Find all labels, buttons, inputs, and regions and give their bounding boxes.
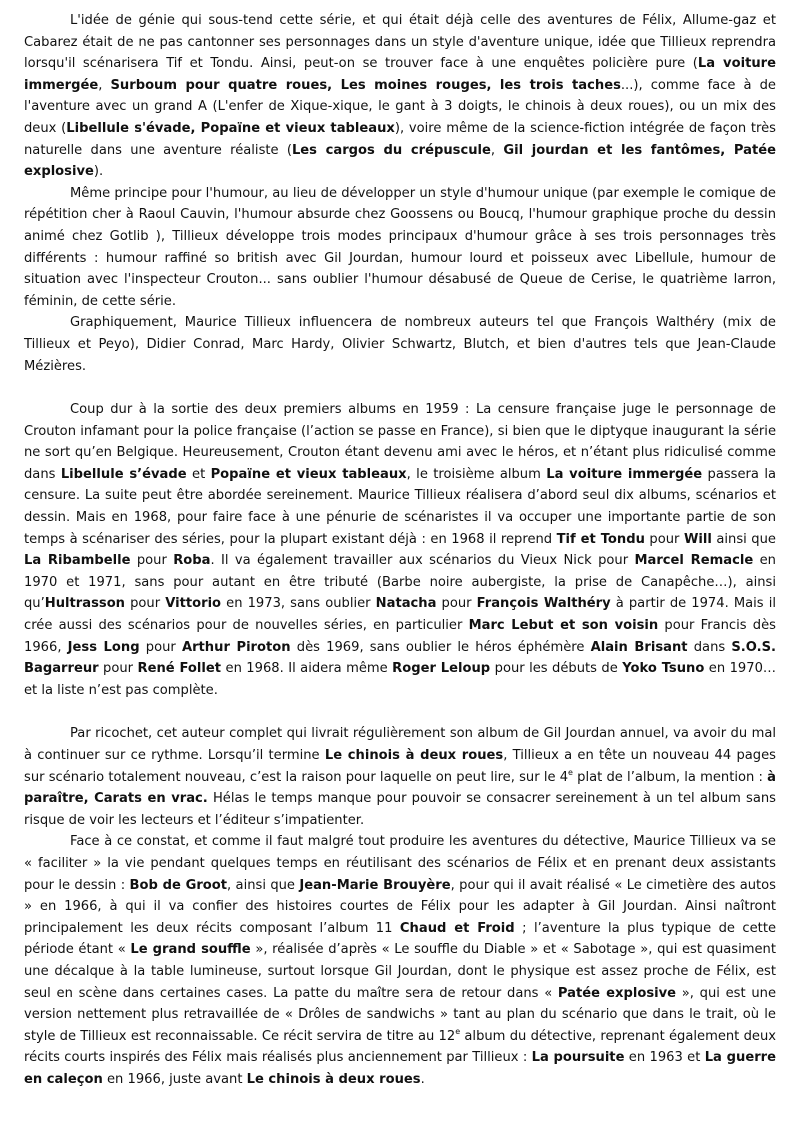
text-run: ainsi que <box>711 531 776 547</box>
text-run: plat de l’album, la mention : <box>572 769 768 785</box>
text-run: L'idée de génie qui sous-tend cette série, et qui était déjà celle des aventures de Félix, Allume-gaz et Cabarez était de ne pas cantonner ses personnages dans un style d'aventure unique, idée que Tillieux reprendra lorsqu'il scénarisera Tif et Tondu. Ainsi, peut-on se trouver face à une enquêtes policière pure ( <box>24 13 776 72</box>
text-run: pour <box>436 596 477 612</box>
text-run: . Il va également travailler aux scénarios du Vieux Nick pour <box>210 553 635 569</box>
bold-title: Marc Lebut et son voisin <box>468 618 659 634</box>
bold-title: Hultrasson <box>44 596 126 612</box>
text-run: ). <box>93 164 104 180</box>
bold-title: Le chinois à deux roues <box>246 1071 421 1087</box>
bold-title: Marcel Remacle <box>634 553 754 569</box>
paragraph-5 <box>24 723 776 831</box>
bold-title: René Follet <box>137 661 222 677</box>
text-run: album du détective, reprenant également deux récits courts inspirés des Félix mais réalisés plus anciennement par Tillieux : <box>24 1028 776 1066</box>
text-run: Graphiquement, Maurice Tillieux influencera de nombreux auteurs tel que François Walthéry (mix de Tillieux et Peyo), Didier Conrad, Marc Hardy, Olivier Schwartz, Blutch, et bien d'autres tels que Jean-Claude Mézières. <box>24 315 776 374</box>
bold-title: Roger Leloup <box>392 661 491 677</box>
text-run: , <box>98 77 111 93</box>
text-run: Même principe pour l'humour, au lieu de développer un style d'humour unique (par exemple le comique de répétition cher à Raoul Cauvin, l'humour absurde chez Goossens ou Boucq, l'humour graphique proche du dessin animé chez Gotlib ), Tillieux développe trois modes principaux d'humour grâce à ses trois personnages très différents : humour raffiné so british avec Gil Jourdan, humour lourd et poisseux avec Libellule, humour de situation avec l'inspecteur Crouton... sans oublier l'humour désabusé de Queue de Cerise, le quatrième larron, féminin, de cette série. <box>24 185 776 309</box>
bold-title: Popaïne et vieux tableaux <box>210 466 407 482</box>
bold-title: Roba <box>173 553 211 569</box>
bold-title: Surboum pour quatre roues, Les moines rouges, les trois taches <box>110 77 621 93</box>
text-run: et <box>186 466 211 482</box>
text-run: Coup dur à la sortie des deux premiers albums en 1959 : La censure française juge le personnage de Crouton infamant pour la police française (l’action se passe en France), si bien que le diptyque inaugurant la série ne sort qu’en Belgique. Heureusement, Crouton étant devenu ami avec le héros, et n’étant plus ridiculisé comme dans <box>24 402 776 482</box>
bold-title: Tif et Tondu <box>556 531 645 547</box>
text-run: pour les débuts de <box>490 661 623 677</box>
text-run: pour <box>125 596 166 612</box>
text-run: en 1968. Il aidera même <box>221 661 393 677</box>
text-run: , pour qui il avait réalisé « Le cimetière des autos » en 1966, à qui il va confier des histoires courtes de Félix pour les adapter à Gil Jourdan. Ainsi naîtront principalement les deux récits composant l’album 11 <box>24 877 776 936</box>
superscript: e <box>568 767 573 777</box>
text-run: dans <box>687 639 732 655</box>
bold-title: Patée explosive <box>557 985 677 1001</box>
bold-title: La guerre en caleçon <box>24 1050 776 1087</box>
text-run: passera la censure. La suite peut être abordée sereinement. Maurice Tillieux réalisera d’abord seul dix albums, scénarios et dessin. Mais en 1968, pour faire face à une pénurie de scénaristes il va occuper une importante partie de son temps à scénariser des séries, pour la plupart existant déjà : en 1968 il reprend <box>24 466 776 547</box>
text-run: , le troisième album <box>406 466 547 482</box>
bold-title: Vittorio <box>165 596 222 612</box>
bold-title: François Walthéry <box>476 596 611 612</box>
bold-title: S.O.S. Bagarreur <box>24 639 776 677</box>
paragraph-gap <box>24 377 776 399</box>
bold-title: Le chinois à deux roues <box>324 748 504 763</box>
bold-title: Natacha <box>375 596 437 612</box>
text-run: pour <box>644 531 684 547</box>
bold-title: Jess Long <box>67 639 140 655</box>
bold-title: à paraître, Carats en vrac. <box>24 769 776 807</box>
text-run: », réalisée d’après « Le souffle du Diable » et « Sabotage », qui est quasiment une décalque à la table lumineuse, surtout lorsque Gil Jourdan, dont le physique est assez proche de Félix, est seul en scène dans certaines cases. La patte du maître sera de retour dans « <box>24 942 776 1001</box>
bold-title: Arthur Piroton <box>181 639 291 655</box>
bold-title: Libellule s'évade, Popaïne et vieux tableaux <box>66 120 395 136</box>
bold-title: Yoko Tsuno <box>622 661 705 677</box>
paragraph-3 <box>24 312 776 377</box>
bold-title: Le grand souffle <box>130 942 251 958</box>
text-run: en 1970… et la liste n’est pas complète. <box>24 661 777 698</box>
bold-title: Jean-Marie Brouyère <box>299 877 451 893</box>
text-run: pour <box>139 639 182 655</box>
text-run: , ainsi que <box>227 877 300 893</box>
text-run: pour <box>98 661 138 677</box>
document-page <box>24 10 776 1091</box>
text-run: en 1973, sans oublier <box>221 596 376 612</box>
text-run: Face à ce constat, et comme il faut malgré tout produire les aventures du détective, Maurice Tillieux va se « faciliter » la vie pendant quelques temps en réutilisant des scénarios de Félix et en prenant deux assistants pour le dessin : <box>24 834 776 893</box>
paragraph-6 <box>24 831 776 1090</box>
bold-title: Gil jourdan et les fantômes, Patée explosive <box>24 142 776 180</box>
text-run: pour Francis dès 1966, <box>24 618 776 655</box>
bold-title: Les cargos du crépuscule <box>291 142 491 158</box>
text-run: en 1966, juste avant <box>102 1071 247 1087</box>
text-run: Hélas le temps manque pour pouvoir se consacrer sereinement à un tel album sans risque de voir les lecteurs et l’éditeur s’impatienter. <box>24 791 777 828</box>
text-run: Par ricochet, cet auteur complet qui livrait régulièrement son album de Gil Jourdan annuel, va avoir du mal à continuer sur ce rythme. Lorsqu’il termine <box>24 726 776 763</box>
text-run: dès 1969, sans oublier le héros éphémère <box>290 639 591 655</box>
bold-title: La voiture immergée <box>546 466 703 482</box>
bold-title: Will <box>683 531 712 547</box>
paragraph-4 <box>24 399 776 701</box>
bold-title: La Ribambelle <box>24 553 131 569</box>
text-run: en 1970 et 1971, sans pour autant en être tributé (Barbe noire aubergiste, la prise de Canapêche…), ainsi qu’ <box>24 553 776 612</box>
text-run: à partir de 1974. Mais il crée aussi des scénarios pour de nouvelles séries, en particulier <box>24 596 776 634</box>
text-run: , Tillieux a en tête un nouveau 44 pages sur scénario totalement nouveau, c’est la raison pour laquelle on peut lire, sur le 4 <box>24 748 776 785</box>
paragraph-1 <box>24 10 776 183</box>
bold-title: Chaud et Froid <box>399 920 515 936</box>
text-run: . <box>420 1071 425 1087</box>
bold-title: Alain Brisant <box>590 639 688 655</box>
text-run: en 1963 et <box>624 1050 705 1066</box>
bold-title: La voiture immergée <box>24 56 776 93</box>
text-run: ...), comme face à de l'aventure avec un grand A (L'enfer de Xique-xique, le gant à 3 doigts, le chinois à deux roues), ou un mix des deux ( <box>24 77 776 136</box>
paragraph-2 <box>24 183 776 313</box>
bold-title: Libellule s’évade <box>60 466 187 482</box>
text-run: pour <box>130 553 174 569</box>
bold-title: La poursuite <box>531 1050 625 1066</box>
text-run: , <box>490 142 504 158</box>
bold-title: Bob de Groot <box>129 877 228 893</box>
text-run: ), voire même de la science-fiction intégrée de façon très naturelle dans une aventure réaliste ( <box>24 120 776 158</box>
paragraph-gap <box>24 701 776 723</box>
text-run: », qui est une version nettement plus retravaillée de « Drôles de sandwichs » tant au plan du scénario que dans le trait, où le style de Tillieux est reconnaissable. Ce récit servira de titre au 12 <box>24 985 776 1044</box>
superscript: e <box>455 1026 461 1036</box>
text-run: ; l’aventure la plus typique de cette période étant « <box>24 920 777 958</box>
